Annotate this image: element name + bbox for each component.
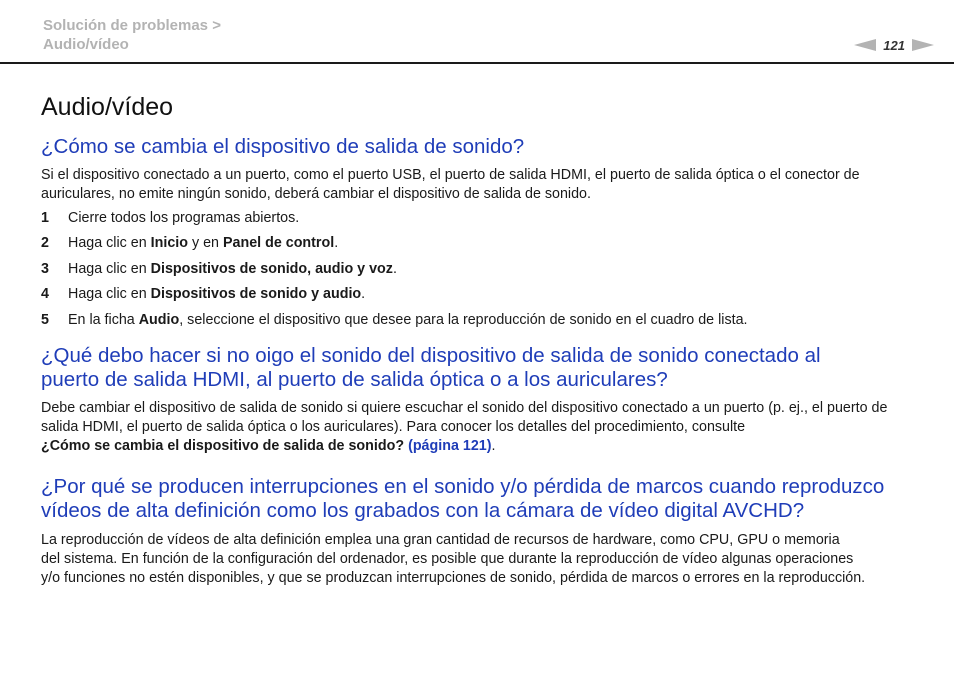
- list-item: [41, 260, 921, 285]
- step-number: 3: [41, 260, 49, 277]
- arrow-left-icon[interactable]: [854, 39, 876, 51]
- list-item: [41, 311, 921, 336]
- main-content: [41, 92, 921, 588]
- list-item: [41, 234, 921, 259]
- page-navigator: [854, 36, 934, 54]
- step-text: Haga clic en Dispositivos de sonido y audio.: [68, 286, 366, 303]
- steps-list: [41, 209, 921, 336]
- step-number: 2: [41, 235, 49, 252]
- list-item: [41, 209, 921, 234]
- page-link[interactable]: (página 121): [408, 437, 492, 454]
- step-number: 1: [41, 210, 49, 226]
- page-number: 121: [883, 37, 905, 53]
- breadcrumb: [43, 16, 221, 54]
- section2-heading: ¿Qué debo hacer si no oigo el sonido del dispositivo de salida de sonido conectado al puerto de salida HDMI, al puerto de salida óptica o a los auriculares?: [41, 343, 821, 391]
- breadcrumb-parent[interactable]: Solución de problemas >: [43, 17, 221, 34]
- section3-heading: ¿Por qué se producen interrupciones en el sonido y/o pérdida de marcos cuando reproduzco vídeos de alta definición como los grabados con la cámara de vídeo digital AVCHD?: [41, 474, 885, 522]
- step-text: Cierre todos los programas abiertos.: [68, 210, 300, 226]
- section1-intro: Si el dispositivo conectado a un puerto, como el puerto USB, el puerto de salida HDMI, el puerto de salida óptica o el conector de auriculares, no emite ningún sonido, deberá cambiar el dispositivo de salida de sonido.: [41, 167, 860, 202]
- list-item: [41, 285, 921, 310]
- step-number: 4: [41, 286, 49, 303]
- step-text: Haga clic en Inicio y en Panel de control.: [68, 235, 339, 252]
- cross-reference-title: ¿Cómo se cambia el dispositivo de salida de sonido?: [41, 437, 405, 454]
- step-text: Haga clic en Dispositivos de sonido, audio y voz.: [68, 260, 397, 277]
- arrow-right-icon[interactable]: [912, 39, 934, 51]
- step-number: 5: [41, 311, 49, 328]
- section1-heading: ¿Cómo se cambia el dispositivo de salida de sonido?: [41, 135, 525, 158]
- page-title: Audio/vídeo: [41, 93, 174, 121]
- section2-body: Debe cambiar el dispositivo de salida de sonido si quiere escuchar el sonido del dispositivo conectado a un puerto (p. ej., el puerto de salida HDMI, el puerto de salida óptica o los auriculares). Para conocer los detalles del procedimiento, consulte ¿Cómo se cambia el dispositivo de salida de sonido? (página 121).: [41, 399, 888, 454]
- section3-body: La reproducción de vídeos de alta definición emplea una gran cantidad de recursos de hardware, como CPU, GPU o memoria del sistema. En función de la configuración del ordenador, es posible que durante la reproducción de vídeo algunas operaciones y/o funciones no estén disponibles, y que se produzcan interrupciones de sonido, pérdida de marcos o errores en la reproducción.: [41, 531, 866, 586]
- breadcrumb-current[interactable]: Audio/vídeo: [43, 36, 129, 53]
- header-divider: [0, 62, 954, 64]
- step-text: En la ficha Audio, seleccione el dispositivo que desee para la reproducción de sonido en el cuadro de lista.: [68, 311, 748, 328]
